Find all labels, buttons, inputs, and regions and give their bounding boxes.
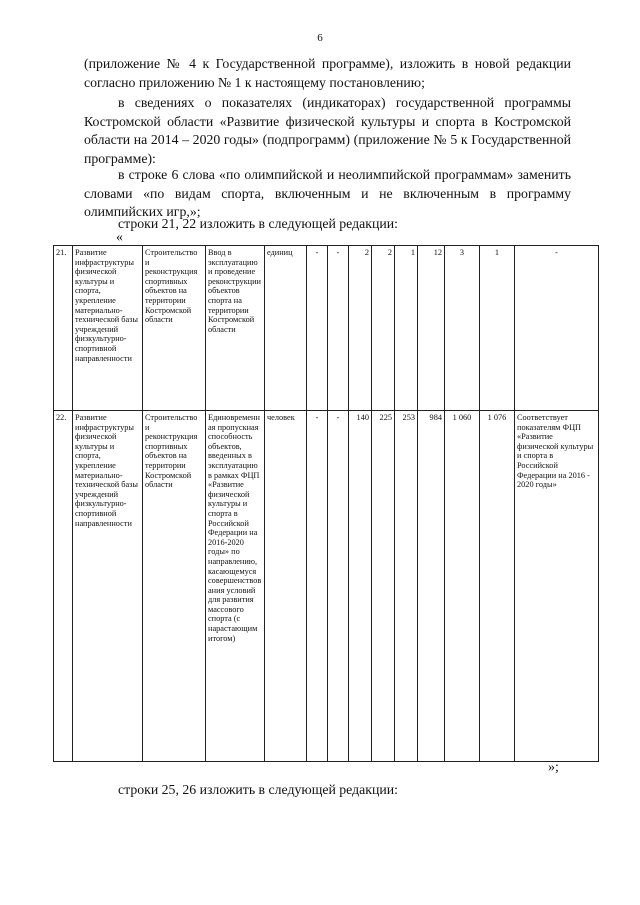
indicators-table bbox=[53, 245, 599, 762]
value-cell: 1 076 bbox=[480, 411, 515, 762]
value-cell: 3 bbox=[445, 246, 480, 411]
paragraph-4: строки 21, 22 изложить в следующей редакции: bbox=[118, 216, 398, 231]
program-cell: Развитие инфраструктуры физической культуры и спорта, укрепление материально-технической базы учреждений физкультурно-спортивной направленности bbox=[73, 246, 143, 411]
value-cell: 1 060 bbox=[445, 411, 480, 762]
paragraph-5: строки 25, 26 изложить в следующей редакции: bbox=[118, 782, 398, 797]
row-number: 21. bbox=[54, 246, 73, 411]
note-cell: - bbox=[515, 246, 599, 411]
value-cell: 2 bbox=[349, 246, 372, 411]
paragraph-3: в строке 6 слова «по олимпийской и неолимпийской программам» заменить словами «по видам спорта, включенным и не включенным в программу олимпийских игр,»; bbox=[84, 167, 571, 219]
value-cell: - bbox=[307, 411, 328, 762]
value-cell: 984 bbox=[418, 411, 445, 762]
event-cell: Строительство и реконструкция спортивных объектов на территории Костромской области bbox=[143, 246, 206, 411]
paragraph-1: (приложение № 4 к Государственной программе), изложить в новой редакции согласно приложению № 1 к настоящему постановлению; bbox=[84, 56, 571, 90]
value-cell: 1 bbox=[395, 246, 418, 411]
value-cell: 12 bbox=[418, 246, 445, 411]
value-cell: 253 bbox=[395, 411, 418, 762]
open-quote: « bbox=[116, 230, 123, 245]
paragraph-2: в сведениях о показателях (индикаторах) государственной программы Костромской области «Развитие физической культуры и спорта в Костромской области на 2014 – 2020 годы» (подпрограмм) (приложение № 5 к Государственной программе): bbox=[84, 95, 571, 166]
value-cell: - bbox=[328, 411, 349, 762]
value-cell: - bbox=[307, 246, 328, 411]
value-cell: 225 bbox=[372, 411, 395, 762]
indicator-cell: Ввод в эксплуатацию и проведение реконструкции объектов спорта на территории Костромской области bbox=[206, 246, 265, 411]
value-cell: - bbox=[328, 246, 349, 411]
close-quote: »; bbox=[548, 760, 559, 775]
table-row bbox=[54, 411, 599, 762]
value-cell: 2 bbox=[372, 246, 395, 411]
page-number: 6 bbox=[317, 32, 323, 44]
note-cell: Соответствует показателям ФЦП «Развитие физической культуры и спорта в Российской Федерации на 2016 - 2020 годы» bbox=[515, 411, 599, 762]
table-row bbox=[54, 246, 599, 411]
value-cell: 1 bbox=[480, 246, 515, 411]
indicator-cell: Единовременная пропускная способность объектов, введенных в эксплуатацию в рамках ФЦП «Развитие физической культуры и спорта в Российской Федерации на 2016-2020 годы» по направлению, касающемуся совершенствования условий для развития массового спорта (с нарастающим итогом) bbox=[206, 411, 265, 762]
row-number: 22. bbox=[54, 411, 73, 762]
program-cell: Развитие инфраструктуры физической культуры и спорта, укрепление материально-технической базы учреждений физкультурно-спортивной направленности bbox=[73, 411, 143, 762]
unit-cell: единиц bbox=[265, 246, 307, 411]
event-cell: Строительство и реконструкция спортивных объектов на территории Костромской области bbox=[143, 411, 206, 762]
unit-cell: человек bbox=[265, 411, 307, 762]
value-cell: 140 bbox=[349, 411, 372, 762]
